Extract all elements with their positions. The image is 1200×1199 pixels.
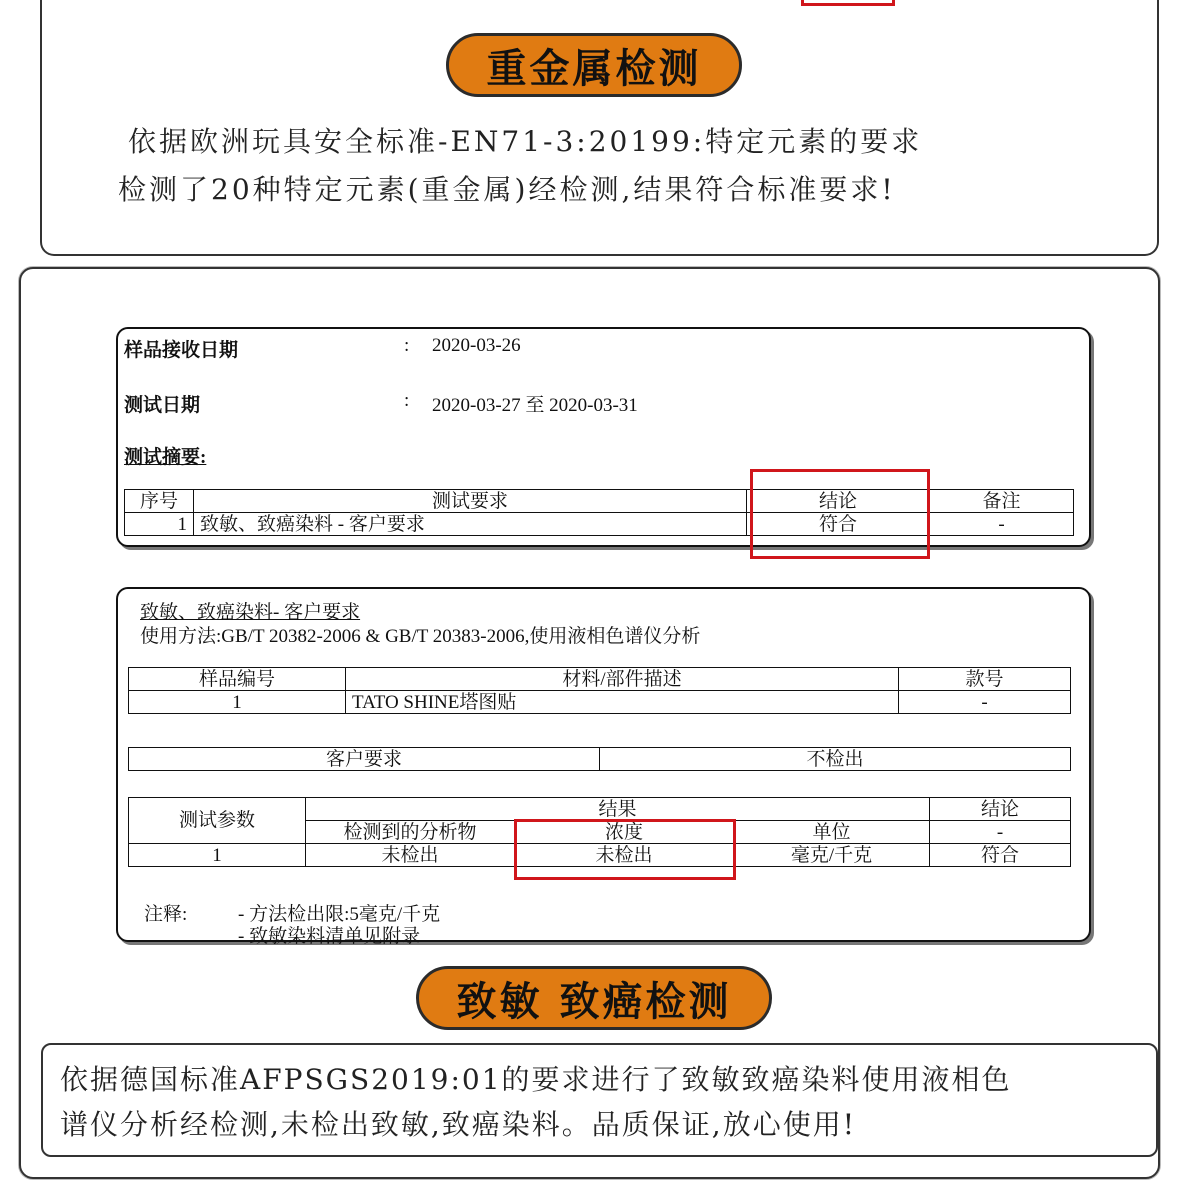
table-row bbox=[125, 513, 1074, 536]
sample-table bbox=[128, 667, 1071, 714]
heavy-metal-line-1: 依据欧洲玩具安全标准-EN71-3:20199:特定元素的要求 bbox=[128, 125, 923, 158]
note-label: 注释: bbox=[144, 904, 188, 925]
sample-cell-style: - bbox=[899, 691, 1071, 714]
summary-header-conclusion: 结论 bbox=[747, 490, 930, 513]
summary-cell-remark: - bbox=[930, 513, 1074, 536]
allergy-title: 致敏 致癌检测 bbox=[416, 966, 772, 1030]
result-header-param: 测试参数 bbox=[129, 798, 306, 844]
report-detail-box bbox=[116, 587, 1091, 947]
result-cell-conclusion: 符合 bbox=[930, 844, 1071, 867]
result-cell-analyte: 未检出 bbox=[306, 844, 515, 867]
sample-cell-id: 1 bbox=[129, 691, 346, 714]
result-subheader-conclusion: - bbox=[930, 821, 1071, 844]
note-line-2: - 致敏染料清单见附录 bbox=[238, 926, 421, 947]
sample-header-description: 材料/部件描述 bbox=[346, 668, 899, 691]
heavy-metal-title: 重金属检测 bbox=[446, 33, 742, 97]
table-row bbox=[129, 691, 1071, 714]
summary-header-remark: 备注 bbox=[930, 490, 1074, 513]
table-row bbox=[129, 668, 1071, 691]
summary-header-no: 序号 bbox=[125, 490, 194, 513]
allergy-line-2: 谱仪分析经检测,未检出致敏,致癌染料。品质保证,放心使用! bbox=[60, 1108, 856, 1141]
summary-cell-requirement: 致敏、致癌染料 - 客户要求 bbox=[194, 513, 747, 536]
result-subheader-concentration: 浓度 bbox=[515, 821, 734, 844]
receive-date-label: 样品接收日期 bbox=[124, 340, 239, 361]
table-row bbox=[129, 798, 1071, 821]
detail-title: 致敏、致癌染料- 客户要求 bbox=[140, 602, 361, 623]
sample-header-id: 样品编号 bbox=[129, 668, 346, 691]
highlight-box-top bbox=[801, 0, 895, 6]
test-date-label: 测试日期 bbox=[124, 395, 201, 416]
table-row bbox=[129, 748, 1071, 771]
heavy-metal-line-2: 检测了20种特定元素(重金属)经检测,结果符合标准要求! bbox=[118, 173, 896, 206]
report-summary-box bbox=[116, 327, 1091, 547]
requirement-table bbox=[128, 747, 1071, 771]
result-subheader-analyte: 检测到的分析物 bbox=[306, 821, 515, 844]
highlight-box-conclusion bbox=[750, 469, 930, 559]
result-cell-unit: 毫克/千克 bbox=[734, 844, 930, 867]
table-row bbox=[125, 490, 1074, 513]
result-header-group: 结果 bbox=[306, 798, 930, 821]
detail-method: 使用方法:GB/T 20382-2006 & GB/T 20383-2006,使用液相色谱仪分析 bbox=[140, 626, 701, 647]
summary-cell-no: 1 bbox=[125, 513, 194, 536]
highlight-box-concentration bbox=[514, 819, 736, 880]
result-header-conclusion: 结论 bbox=[930, 798, 1071, 821]
summary-table bbox=[124, 489, 1074, 536]
receive-date-colon: : bbox=[404, 335, 410, 356]
requirement-value: 不检出 bbox=[600, 748, 1071, 771]
test-date-colon: : bbox=[404, 390, 410, 411]
receive-date-value: 2020-03-26 bbox=[432, 335, 521, 356]
test-summary-title: 测试摘要: bbox=[124, 447, 207, 468]
summary-cell-conclusion: 符合 bbox=[747, 513, 930, 536]
requirement-label: 客户要求 bbox=[129, 748, 600, 771]
result-subheader-unit: 单位 bbox=[734, 821, 930, 844]
summary-header-requirement: 测试要求 bbox=[194, 490, 747, 513]
note-line-1: - 方法检出限:5毫克/千克 bbox=[238, 904, 441, 925]
sample-cell-description: TATO SHINE塔图贴 bbox=[346, 691, 899, 714]
test-date-value: 2020-03-27 至 2020-03-31 bbox=[432, 395, 638, 416]
allergy-line-1: 依据德国标准AFPSGS2019:01的要求进行了致敏致癌染料使用液相色 bbox=[60, 1063, 1012, 1096]
sample-header-style: 款号 bbox=[899, 668, 1071, 691]
result-cell-param: 1 bbox=[129, 844, 306, 867]
result-cell-concentration: 未检出 bbox=[515, 844, 734, 867]
